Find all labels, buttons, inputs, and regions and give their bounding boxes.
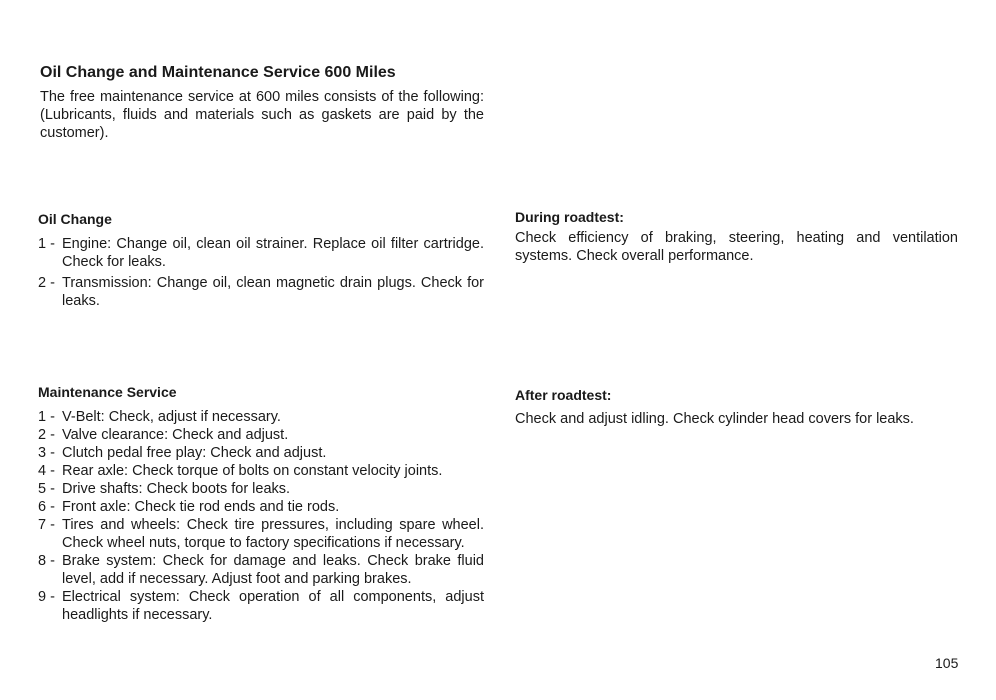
during-roadtest-heading: During roadtest: [515,209,624,225]
page-title: Oil Change and Maintenance Service 600 Miles [40,64,396,81]
list-item: 1 - V-Belt: Check, adjust if necessary. [38,409,281,425]
list-item: 6 - Front axle: Check tie rod ends and tie rods. [38,499,340,515]
after-roadtest-heading: After roadtest: [515,387,612,403]
page-number: 105 [935,655,959,671]
list-item: 5 - Drive shafts: Check boots for leaks. [38,481,291,497]
list-item: 3 - Clutch pedal free play: Check and adjust. [38,445,327,461]
list-item: 9 - Electrical system: Check operation of all components, adjust headlights if necessary. [38,589,484,623]
list-item: 2 - Valve clearance: Check and adjust. [38,427,289,443]
oil-change-list [38,235,484,310]
list-item: 1 - Engine: Change oil, clean oil strainer. Replace oil filter cartridge. Check for leaks. [38,236,484,270]
list-item: 8 - Brake system: Check for damage and leaks. Check brake fluid level, add if necessary. Adjust foot and parking brakes. [38,553,484,587]
during-roadtest-text: Check efficiency of braking, steering, heating and ventilation systems. Check overall performance. [515,230,958,264]
list-item: 2 - Transmission: Change oil, clean magnetic drain plugs. Check for leaks. [38,275,484,309]
maintenance-list [38,408,484,624]
oil-change-heading: Oil Change [38,211,112,227]
after-roadtest-text: Check and adjust idling. Check cylinder head covers for leaks. [515,411,914,427]
intro-paragraph: The free maintenance service at 600 miles consists of the following: (Lubricants, fluids and materials such as gaskets are paid by the customer). [40,89,484,141]
maintenance-heading: Maintenance Service [38,384,177,400]
list-item: 4 - Rear axle: Check torque of bolts on constant velocity joints. [38,463,443,479]
list-item: 7 - Tires and wheels: Check tire pressures, including spare wheel. Check wheel nuts, torque to factory specifications if necessary. [38,517,484,551]
